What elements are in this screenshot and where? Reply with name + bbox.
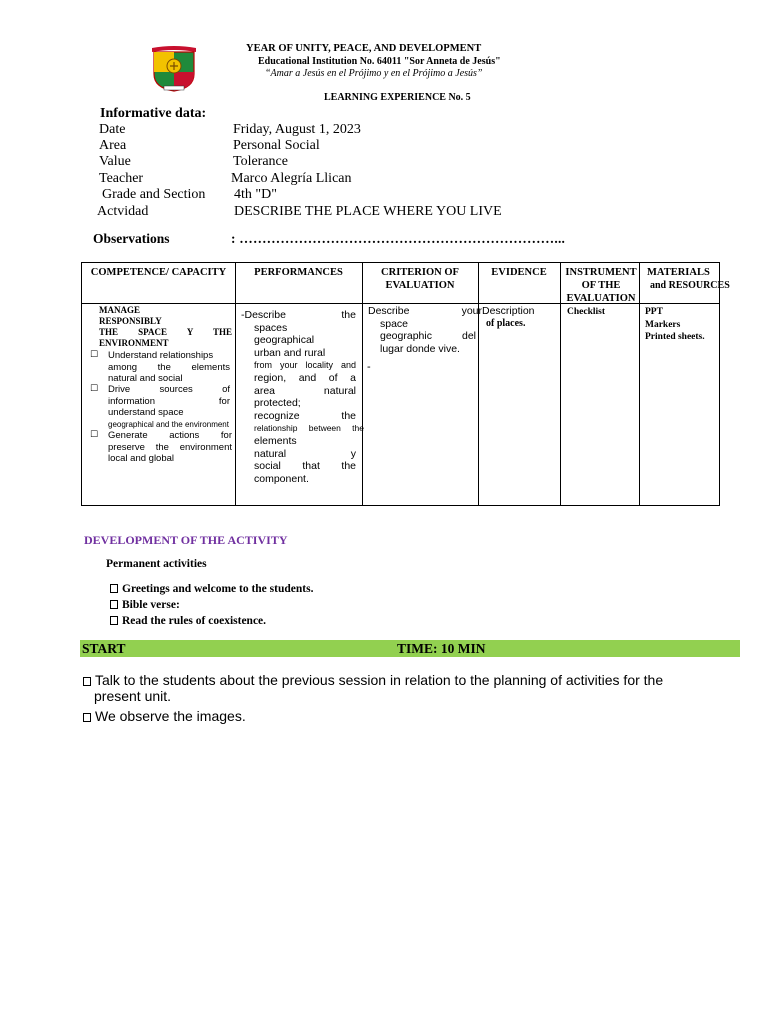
header-evidence: EVIDENCE xyxy=(491,267,547,278)
criterion-dash: - xyxy=(367,361,371,373)
info-value-grade: 4th "D" xyxy=(234,187,277,202)
checkbox-bullet-icon xyxy=(110,600,118,609)
observations-label: Observations xyxy=(93,231,170,246)
competence-item-2: Drive sources of information for understand space geographical and the environment xyxy=(108,384,230,429)
info-label-teacher: Teacher xyxy=(99,171,144,186)
observations-value: : ……………………………………………………………... xyxy=(231,231,566,246)
instrument-text: Checklist xyxy=(567,307,605,317)
info-title: Informative data: xyxy=(100,106,207,121)
info-value-value: Tolerance xyxy=(233,154,288,169)
header-year-title: YEAR OF UNITY, PEACE, AND DEVELOPMENT xyxy=(246,43,482,54)
checkbox-bullet-icon xyxy=(83,713,91,722)
evidence-text: Description of places. xyxy=(482,305,535,329)
info-label-value: Value xyxy=(99,154,131,169)
start-label: START xyxy=(82,641,126,656)
permanent-item: Bible verse: xyxy=(110,599,180,611)
header-competence: COMPETENCE/ CAPACITY xyxy=(90,267,227,278)
info-value-activity: DESCRIBE THE PLACE WHERE YOU LIVE xyxy=(234,204,502,219)
header-motto: “Amar a Jesús en el Prójimo y en el Prójimo a Jesús” xyxy=(265,68,483,79)
competence-item-1: Understand relationships among the elements natural and social xyxy=(108,350,230,384)
info-value-area: Personal Social xyxy=(233,138,320,153)
start-paragraph-1: Talk to the students about the previous session in relation to the planning of activities for the xyxy=(83,672,663,688)
header-instrument: INSTRUMENT OF THE EVALUATION xyxy=(565,267,637,304)
criterion-text: Describe your space geographic del lugar donde vive. xyxy=(368,305,482,355)
checkbox-bullet-icon xyxy=(110,616,118,625)
info-label-date: Date xyxy=(99,122,126,137)
development-title: DEVELOPMENT OF THE ACTIVITY xyxy=(84,533,288,547)
info-label-grade: Grade and Section xyxy=(102,187,206,202)
start-paragraph-1-cont: present unit. xyxy=(94,688,172,704)
permanent-activities-title: Permanent activities xyxy=(106,558,207,570)
header-performances: PERFORMANCES xyxy=(254,267,343,278)
header-learning-experience: LEARNING EXPERIENCE No. 5 xyxy=(324,92,471,103)
start-paragraph-2: We observe the images. xyxy=(83,708,246,724)
permanent-item: Greetings and welcome to the students. xyxy=(110,583,313,595)
competence-table xyxy=(81,262,730,506)
header-institution: Educational Institution No. 64011 "Sor Anneta de Jesús" xyxy=(258,56,501,67)
header-criterion: CRITERION OF EVALUATION xyxy=(381,267,459,291)
info-label-area: Area xyxy=(99,138,127,153)
info-value-date: Friday, August 1, 2023 xyxy=(233,122,361,137)
checkbox-bullet-icon: ☐ xyxy=(90,430,99,440)
competence-title: MANAGE RESPONSIBLY THE SPACE Y THE ENVIRONMENT xyxy=(99,305,232,348)
school-logo xyxy=(150,44,198,92)
checkbox-bullet-icon: ☐ xyxy=(90,384,99,394)
checkbox-bullet-icon: ☐ xyxy=(90,350,99,360)
competence-item-3: Generate actions for preserve the environment local and global xyxy=(108,430,232,464)
materials-list: PPT Markers Printed sheets. xyxy=(645,307,705,342)
start-time: TIME: 10 MIN xyxy=(397,641,486,656)
info-value-teacher: Marco Alegría Llican xyxy=(231,171,352,186)
header-materials: MATERIALS and RESOURCES xyxy=(647,267,730,291)
checkbox-bullet-icon xyxy=(83,677,91,686)
checkbox-bullet-icon xyxy=(110,584,118,593)
permanent-item: Read the rules of coexistence. xyxy=(110,615,266,627)
performances-text: -Describe the spaces geographical urban and rural from your locality and region, and of a area natural protected; recognize the relationship between the elements natural y social that the component. xyxy=(241,309,364,485)
info-label-activity: Actvidad xyxy=(97,204,149,219)
